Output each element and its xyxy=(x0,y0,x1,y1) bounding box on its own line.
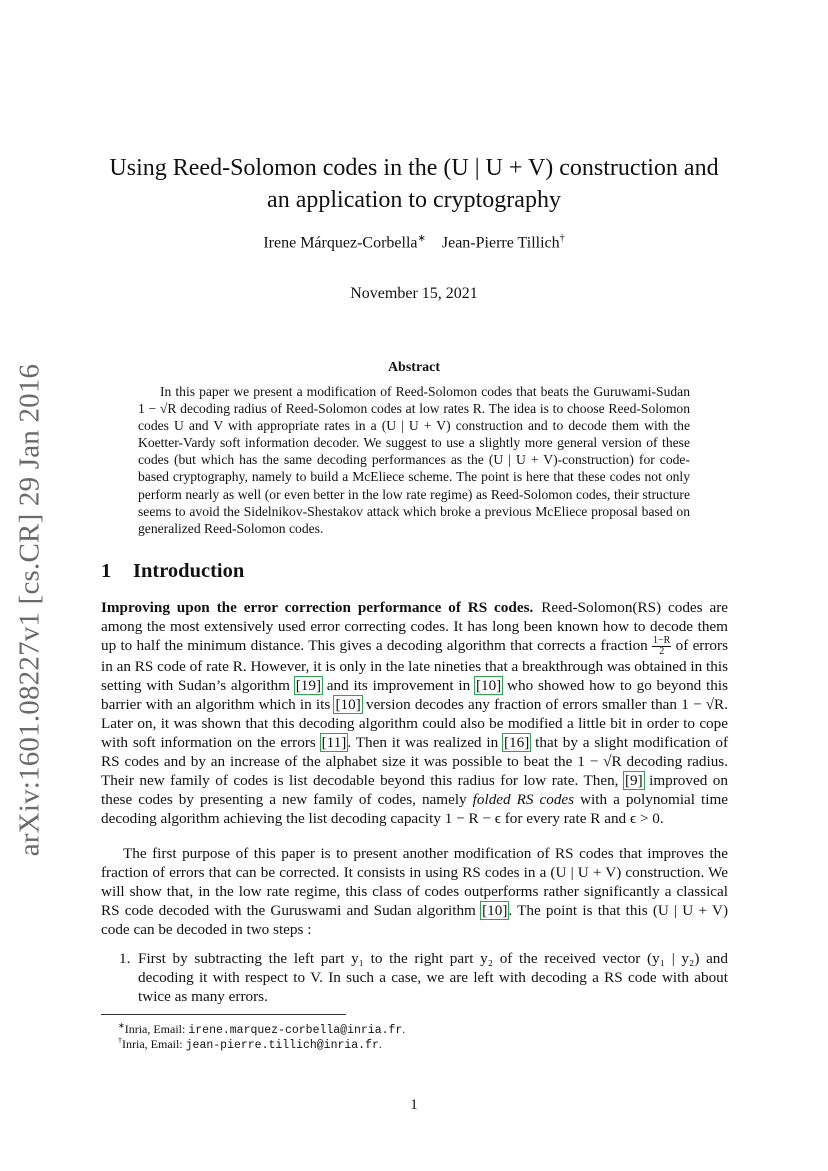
citation-link[interactable]: [10] xyxy=(335,696,361,714)
citation-link[interactable]: [10] xyxy=(475,677,502,695)
author-name: Jean-Pierre Tillich xyxy=(441,234,560,252)
intro-paragraph-2 xyxy=(101,844,728,939)
author-name: Irene Márquez-Corbella xyxy=(263,234,418,252)
citation-link[interactable]: [10] xyxy=(482,902,508,919)
text-run: version decodes any fraction of errors smaller than 1 − √R. Later on, it was shown that this decoding algorithm could also be modified a little bit in order to cope with soft information on the errors xyxy=(101,696,728,752)
text-run: . xyxy=(402,1022,406,1036)
section-heading xyxy=(101,560,244,583)
fraction-denominator: 2 xyxy=(659,646,665,658)
citation-link[interactable]: [11] xyxy=(321,734,347,752)
text-run: . xyxy=(378,1037,382,1051)
text-run: . The point is that this (U | U + V) code can be decoded in two steps : xyxy=(101,902,728,938)
author-list xyxy=(0,233,828,252)
arxiv-identifier: arXiv:1601.08227v1 [cs.CR] 29 Jan 2016 xyxy=(13,363,46,857)
email-link[interactable]: irene.marquez-corbella@inria.fr xyxy=(188,1024,403,1037)
citation-link[interactable]: [9] xyxy=(624,772,643,790)
list-item-text: First by subtracting the left part y₁ to the right part y₂ of the received vector (y₁ | y₂) and decoding it with respect to V. In such a case, we are left with decoding a RS code with about twice as many errors. xyxy=(138,950,728,1005)
title-line-2: an application to cryptography xyxy=(267,187,561,213)
footnote-label: Inria, Email: xyxy=(124,1022,189,1036)
paragraph-runin-heading: Improving upon the error correction performance of RS codes. xyxy=(101,599,534,616)
abstract-heading: Abstract xyxy=(387,360,441,375)
text-run: The first purpose of this paper is to present another modification of RS codes that improves the fraction of errors that can be corrected. It consists in using RS codes in a (U | U + V) construction. We will show that, in the low rate regime, this class of codes outperforms rather significantly a classical RS code decoded with the Guruswami and Sudan algorithm xyxy=(101,845,728,919)
author-footnote-mark[interactable]: † xyxy=(559,233,565,244)
text-run: Reed-Solomon(RS) codes are among the most extensively used error correcting codes. It has long been known how to decode them up to half the minimum distance. This gives a decoding algorithm that corrects a fraction xyxy=(101,599,728,654)
text-run: who showed how to go beyond this barrier with an algorithm which in its xyxy=(101,677,728,714)
footnote xyxy=(118,1033,382,1054)
fraction xyxy=(652,636,671,657)
section-title: Introduction xyxy=(133,560,245,582)
text-run: improved on these codes by presenting a new family of codes, namely xyxy=(101,772,728,809)
text-run: with a polynomial time decoding algorithm achieving the list decoding capacity 1 − R − ϵ for every rate R and ϵ > 0. xyxy=(101,791,728,828)
emphasis: folded RS codes xyxy=(472,791,575,809)
arxiv-side-stamp xyxy=(10,363,50,857)
list-item xyxy=(101,949,728,1006)
page-number: 1 xyxy=(410,1097,418,1113)
author-footnote-mark[interactable]: ∗ xyxy=(417,233,426,244)
title-line-1: Using Reed-Solomon codes in the (U | U + V) construction and xyxy=(109,155,719,181)
footnote-mark: ∗ xyxy=(118,1021,125,1030)
numbered-list xyxy=(101,949,728,1006)
citation-link[interactable]: [19] xyxy=(295,677,322,695)
email-link[interactable]: jean-pierre.tillich@inria.fr xyxy=(185,1039,379,1052)
abstract-text: In this paper we present a modification of Reed-Solomon codes that beats the Guruwami-Sudan 1 − √R decoding radius of Reed-Solomon codes at low rates R. The idea is to choose Reed-Solomon codes U and V with appropriate rates in a (U | U + V) construction and to decode them with the Koetter-Vardy soft information decoder. We suggest to use a slightly more general version of these codes (but which has the same decoding performances as the (U | U + V)-construction) for code-based cryptography, namely to build a McEliece scheme. The point is here that these codes not only perform nearly as well (or even better in the low rate regime) as Reed-Solomon codes, their structure seems to avoid the Sidelnikov-Shestakov attack which broke a previous McEliece proposal based on generalized Reed-Solomon codes. xyxy=(138,384,690,536)
footnote-rule xyxy=(101,1014,346,1015)
list-marker: 1. xyxy=(119,950,131,967)
footnote-mark: † xyxy=(118,1036,122,1045)
text-run: . Then it was realized in xyxy=(347,734,503,752)
paper-title xyxy=(0,152,828,216)
section-number: 1 xyxy=(101,560,112,582)
footnote-label: Inria, Email: xyxy=(122,1037,186,1051)
text-run: of errors in an RS code of rate R. However, it is only in the late nineties that a breakthrough was obtained in this setting with Sudan’s algorithm xyxy=(101,637,728,695)
text-run: that by a slight modification of RS codes and by an increase of the alphabet size it was possible to beat the 1 − √R decoding radius. Their new family of codes is list decodable beyond this radius for low rate. Then, xyxy=(101,734,728,790)
intro-paragraph-1 xyxy=(101,598,728,828)
paper-date: November 15, 2021 xyxy=(350,285,478,302)
text-run: and its improvement in xyxy=(322,677,475,695)
fraction-numerator: 1−R xyxy=(653,635,671,647)
citation-link[interactable]: [16] xyxy=(504,734,530,752)
